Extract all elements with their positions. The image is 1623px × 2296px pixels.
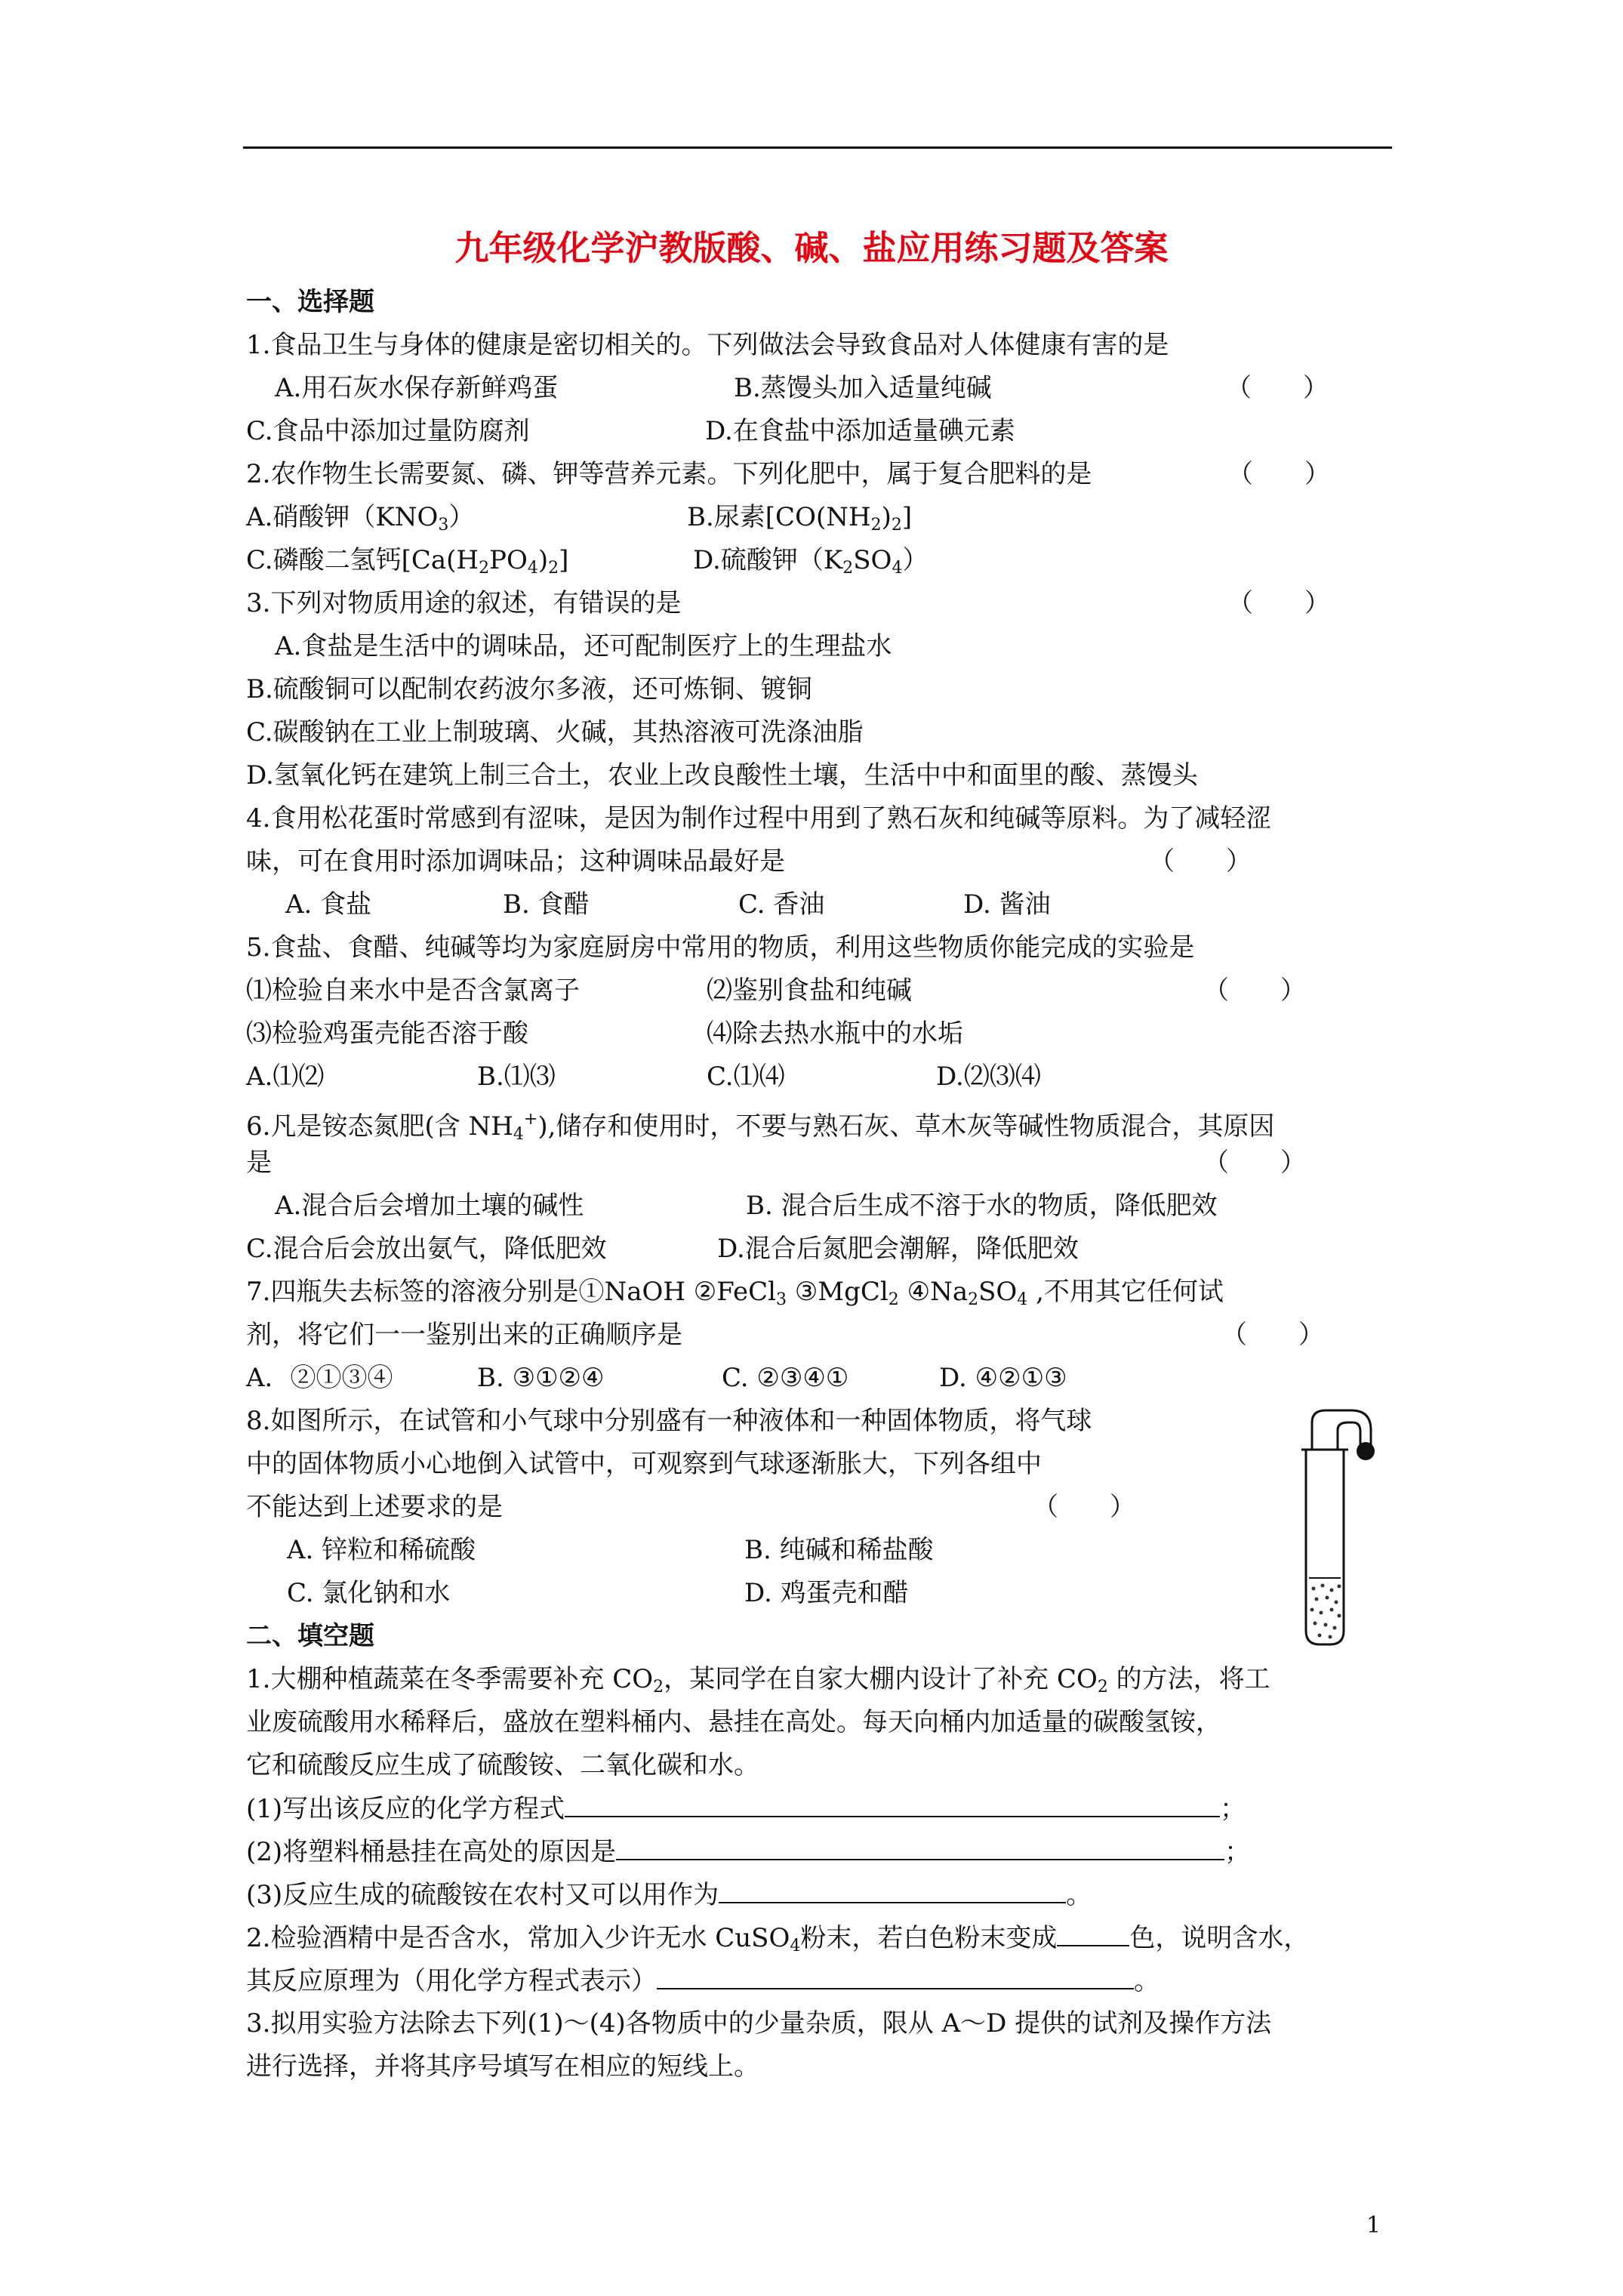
q8-option-b: B. 纯碱和稀盐酸: [744, 1535, 934, 1565]
f2-stem-line2: 其反应原理为（用化学方程式表示） 。: [246, 1966, 1160, 1996]
q6-stem-line1: 6.凡是铵态氮肥(含 $NH_4^+$),储存和使用时，不要与熟石灰、草木灰等碱性物质混合，其原因: [246, 1110, 1275, 1144]
q2-stem-row: [246, 459, 1394, 489]
f1-part3-blank[interactable]: [719, 1879, 1066, 1903]
q1-options-cd: [246, 416, 1378, 446]
q2-option-d: D.硫酸钾$(K_2SO_4)$: [693, 545, 929, 578]
q8-stem-line2: 中的固体物质小心地倒入试管中，可观察到气球逐渐胀大，下列各组中: [246, 1449, 1042, 1479]
q3-option-b: B.硫酸铜可以配制农药波尔多液，还可炼铜、镀铜: [246, 674, 812, 704]
q3-option-c: C.碳酸钠在工业上制玻璃、火碱，其热溶液可洗涤油脂: [246, 717, 864, 747]
q2-answer-paren: （ ）: [1227, 459, 1330, 489]
q4-option-a: A. 食盐: [285, 889, 372, 920]
q6-option-b: B. 混合后生成不溶于水的物质，降低肥效: [746, 1191, 1218, 1221]
test-tube-balloon-figure: [1276, 1404, 1397, 1646]
q5-option-d: D.⑵⑶⑷: [936, 1062, 1041, 1092]
q5-option-c: C.⑴⑷: [707, 1062, 785, 1092]
q5-item-3: ⑶检验鸡蛋壳能否溶于酸: [246, 1019, 528, 1049]
q4-option-b: B. 食醋: [503, 889, 590, 920]
q3-option-a: A.食盐是生活中的调味品，还可配制医疗上的生理盐水: [275, 631, 892, 661]
q3-option-d: D.氢氧化钙在建筑上制三合土，农业上改良酸性土壤，生活中中和面里的酸、蒸馒头: [246, 760, 1198, 791]
q8-option-a: A. 锌粒和稀硫酸: [287, 1535, 476, 1565]
q4-options: [285, 889, 1342, 920]
f3-stem-line2: 进行选择，并将其序号填写在相应的短线上。: [246, 2051, 759, 2082]
q8-options-cd: [287, 1578, 1268, 1608]
f2-color-blank[interactable]: [1057, 1922, 1129, 1946]
f1-stem-line1: 1.大棚种植蔬菜在冬季需要补充 $CO_2$，某同学在自家大棚内设计了补充 $CO_2$ 的方法，将工: [246, 1664, 1270, 1697]
q6-option-d: D.混合后氮肥会潮解，降低肥效: [717, 1234, 1079, 1264]
q4-option-c: C. 香油: [738, 889, 825, 920]
q7-option-c: C. ②③④①: [722, 1363, 849, 1393]
q5-items-12: [246, 975, 1394, 1006]
q3-stem: 3.下列对物质用途的叙述，有错误的是: [246, 588, 682, 618]
q4-stem-line2: 味，可在食用时添加调味品；这种调味品最好是: [246, 846, 785, 877]
q1-option-a: A.用石灰水保存新鲜鸡蛋: [275, 373, 559, 403]
q2-options-cd: [246, 545, 1378, 578]
q7-answer-paren: （ ）: [1221, 1320, 1324, 1350]
f2-stem-line1: 2.检验酒精中是否含水，常加入少许无水 CuSO$_4$粉末，若白色粉末变成 色，说明含水，: [246, 1923, 1310, 1955]
q1-answer-paren: （ ）: [1226, 373, 1329, 403]
q5-option-b: B.⑴⑶: [477, 1062, 556, 1092]
f1-stem-line3: 它和硫酸反应生成了硫酸铵、二氧化碳和水。: [246, 1750, 759, 1780]
f1-part2: (2)将塑料桶悬挂在高处的原因是 ；: [246, 1837, 1251, 1867]
q4-answer-paren: （ ）: [1149, 846, 1252, 877]
q6-options-ab: [275, 1191, 1407, 1221]
page-title: 九年级化学沪教版酸、碱、盐应用练习题及答案: [454, 228, 1169, 268]
q4-option-d: D. 酱油: [963, 889, 1051, 920]
q8-answer-paren: （ ）: [1033, 1492, 1135, 1522]
f2-equation-blank[interactable]: [657, 1965, 1134, 1989]
f1-part1: (1)写出该反应的化学方程式 ；: [246, 1794, 1246, 1824]
q4-stem-row2: [246, 846, 1378, 877]
q1-option-d: D.在食盐中添加适量碘元素: [705, 416, 1015, 446]
q8-stem-row3: [246, 1492, 1227, 1522]
q8-options-ab: [287, 1535, 1268, 1565]
q1-stem: 1.食品卫生与身体的健康是密切相关的。下列做法会导致食品对人体健康有害的是: [246, 330, 1169, 360]
q8-option-c: C. 氯化钠和水: [287, 1578, 451, 1608]
q8-option-d: D. 鸡蛋壳和醋: [744, 1578, 909, 1608]
q7-option-d: D. ④②①③: [939, 1363, 1067, 1393]
section-heading-choice: 一、选择题: [246, 287, 374, 317]
q6-answer-paren: （ ）: [1203, 1148, 1306, 1178]
q7-stem-row2: [246, 1320, 1378, 1350]
q8-stem-line3: 不能达到上述要求的是: [246, 1492, 503, 1522]
q3-stem-row: [246, 588, 1394, 618]
q8-stem-line1: 8.如图所示，在试管和小气球中分别盛有一种液体和一种固体物质，将气球: [246, 1406, 1092, 1436]
q5-item-4: ⑷除去热水瓶中的水垢: [707, 1019, 963, 1049]
q2-stem: 2.农作物生长需要氮、磷、钾等营养元素。下列化肥中，属于复合肥料的是: [246, 459, 1092, 489]
q1-options-ab: [275, 373, 1407, 403]
q7-option-a: A．②①③④: [246, 1363, 393, 1393]
q3-answer-paren: （ ）: [1227, 588, 1330, 618]
q2-option-c: C.磷酸二氢钙$[Ca(H_2PO_4)_2]$: [246, 545, 569, 578]
q7-stem-line1: 7.四瓶失去标签的溶液分别是①NaOH ②FeCl$_3$ ③MgCl$_2$ $④Na_2SO_4$ ,不用其它任何试: [246, 1277, 1224, 1309]
q2-options-ab: [246, 502, 1378, 535]
q1-option-b: B.蒸馒头加入适量纯碱: [734, 373, 992, 403]
q5-stem: 5.食盐、食醋、纯碱等均为家庭厨房中常用的物质，利用这些物质你能完成的实验是: [246, 932, 1195, 963]
q2-option-a: A.硝酸钾$(KNO_3)$: [246, 502, 475, 535]
q6-option-a: A.混合后会增加土壤的碱性: [275, 1191, 584, 1221]
q1-option-c: C.食品中添加过量防腐剂: [246, 416, 530, 446]
f1-part3: (3)反应生成的硫酸铵在农村又可以用作为 。: [246, 1880, 1092, 1910]
q5-items-34: [246, 1019, 1378, 1049]
f1-part1-blank[interactable]: [565, 1793, 1220, 1817]
q6-stem-row2: [246, 1148, 1378, 1178]
page-number: 1: [1366, 2212, 1381, 2239]
f1-stem-line2: 业废硫酸用水稀释后，盛放在塑料桶内、悬挂在高处。每天向桶内加适量的碳酸氢铵，: [246, 1707, 1221, 1737]
f3-stem-line1: 3.拟用实验方法除去下列(1)～(4)各物质中的少量杂质，限从 A～D 提供的试剂及操作方法: [246, 2008, 1272, 2039]
q5-answer-paren: （ ）: [1203, 975, 1306, 1006]
header-rule: [243, 146, 1392, 149]
q5-item-2: ⑵鉴别食盐和纯碱: [707, 975, 912, 1006]
q4-stem-line1: 4.食用松花蛋时常感到有涩味，是因为制作过程中用到了熟石灰和纯碱等原料。为了减轻涩: [246, 803, 1272, 834]
section-heading-fill: 二、填空题: [246, 1621, 374, 1651]
f1-part2-blank[interactable]: [616, 1836, 1224, 1860]
q7-option-b: B. ③①②④: [477, 1363, 605, 1393]
q6-stem-line2: 是: [246, 1148, 272, 1178]
q7-options: [246, 1363, 1378, 1393]
q5-item-1: ⑴检验自来水中是否含氯离子: [246, 975, 580, 1006]
q5-option-a: A.⑴⑵: [246, 1062, 325, 1092]
q5-options: [246, 1062, 1378, 1092]
q7-stem-line2: 剂，将它们一一鉴别出来的正确顺序是: [246, 1320, 682, 1350]
q6-options-cd: [246, 1234, 1378, 1264]
q6-option-c: C.混合后会放出氨气，降低肥效: [246, 1234, 607, 1264]
q2-option-b: B.尿素$[CO(NH_2)_2]$: [687, 502, 913, 535]
